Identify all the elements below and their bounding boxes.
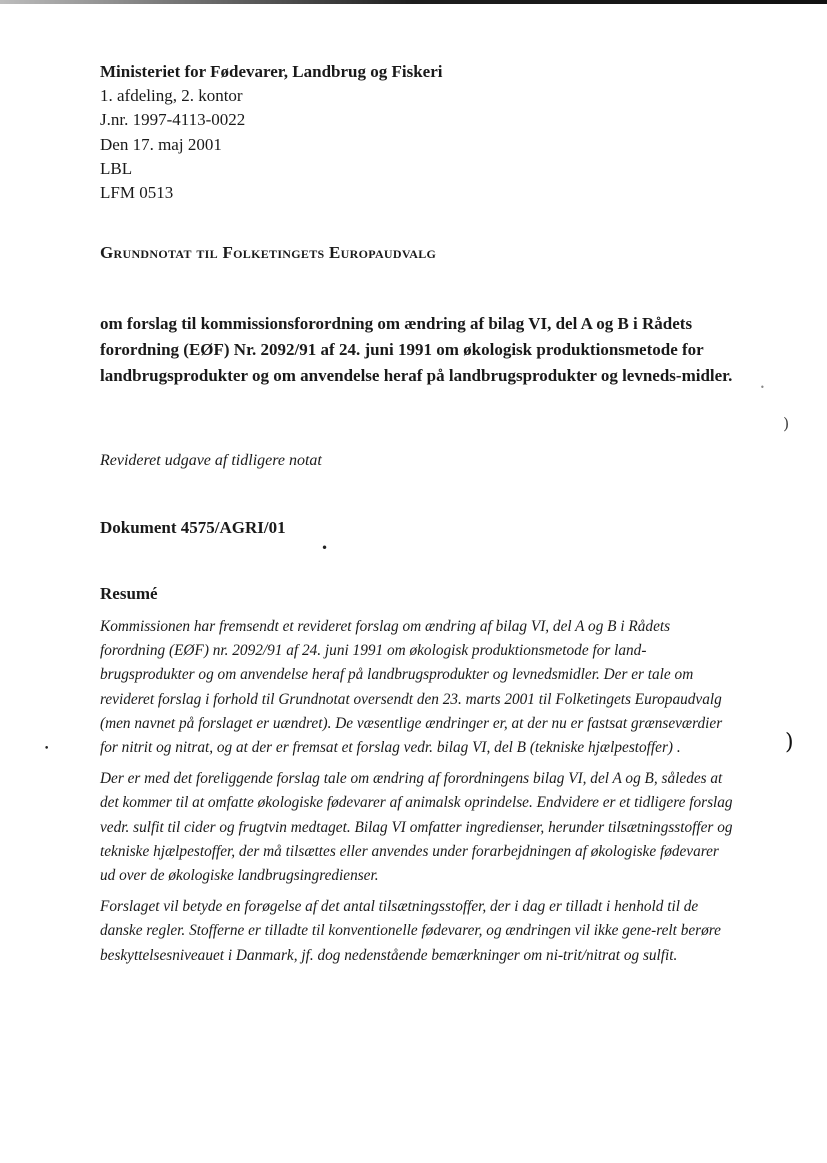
- code-lfm: LFM 0513: [100, 183, 174, 203]
- letterhead: [100, 60, 740, 205]
- resume-paragraph-1: Kommissionen har fremsendt et revideret forslag om ændring af bilag VI, del A og B i Rådets forordning (EØF) nr. 2092/91 af 24. juni 1991 om økologisk produktionsmetode for land-brugsprodukter og om anvendelse heraf på landbrugsprodukter og levnedsmidler. Der er tale om revideret forslag i forhold til Grundnotat oversendt den 23. marts 2001 til Folketingets Europaudvalg (men navnet på forslaget er uændret). De væsentlige ændringer er, at der nu er fastsat grænseværdier for nitrit og nitrat, og at der er fremsat et forslag vedr. bilag VI, del B (tekniske hjælpestoffer) .: [100, 618, 723, 757]
- revised-note: Revideret udgave af tidligere notat: [100, 452, 322, 469]
- scan-mark: ): [785, 730, 794, 755]
- document-date: Den 17. maj 2001: [100, 134, 222, 154]
- resume-paragraph-3: Forslaget vil betyde en forøgelse af det antal tilsætningsstoffer, der i dag er tilladt i henhold til de danske regler. Stofferne er tilladte til konventionelle fødevarer, og ændringen vil ikke gene-relt berøre beskyttelsesniveauet i Danmark, jf. dog nedenstående bemærkninger om ni-trit/nitrat og sulfit.: [100, 898, 721, 964]
- scan-mark: •: [760, 383, 765, 392]
- scan-mark: •: [44, 744, 50, 754]
- resume-body: [100, 615, 736, 975]
- journal-number: J.nr. 1997-4113-0022: [100, 110, 246, 130]
- scan-mark: •: [321, 541, 329, 555]
- document-title: Grundnotat til Folketingets Europaudvalg: [100, 243, 437, 262]
- subject-paragraph: om forslag til kommissionsforordning om ændring af bilag VI, del A og B i Rådets forordning (EØF) Nr. 2092/91 af 24. juni 1991 om økologisk produktionsmetode for landbrugsprodukter og om anvendelse heraf på landbrugsprodukter og levneds-midler.: [100, 314, 733, 385]
- resume-paragraph-2: Der er med det foreliggende forslag tale om ændring af forordningens bilag VI, del A og B, således at det kommer til at omfatte økologiske fødevarer af animalsk oprindelse. Endvidere er et tidligere forslag vedr. sulfit til cider og frugtvin medtaget. Bilag VI omfatter ingredienser, herunder tilsætningsstoffer og tekniske hjælpestoffer, der må tilsættes eller anvendes under forarbejdningen af økologiske fødevarer ud over de økologiske landbrugsingredienser.: [100, 770, 733, 885]
- department-line: 1. afdeling, 2. kontor: [100, 86, 243, 106]
- ministry-name: Ministeriet for Fødevarer, Landbrug og Fiskeri: [100, 62, 443, 81]
- scan-top-edge: [0, 0, 827, 4]
- scan-mark: ): [783, 414, 790, 433]
- document-reference: Dokument 4575/AGRI/01: [100, 518, 286, 537]
- resume-heading: Resumé: [100, 584, 158, 603]
- code-lbl: LBL: [100, 158, 133, 178]
